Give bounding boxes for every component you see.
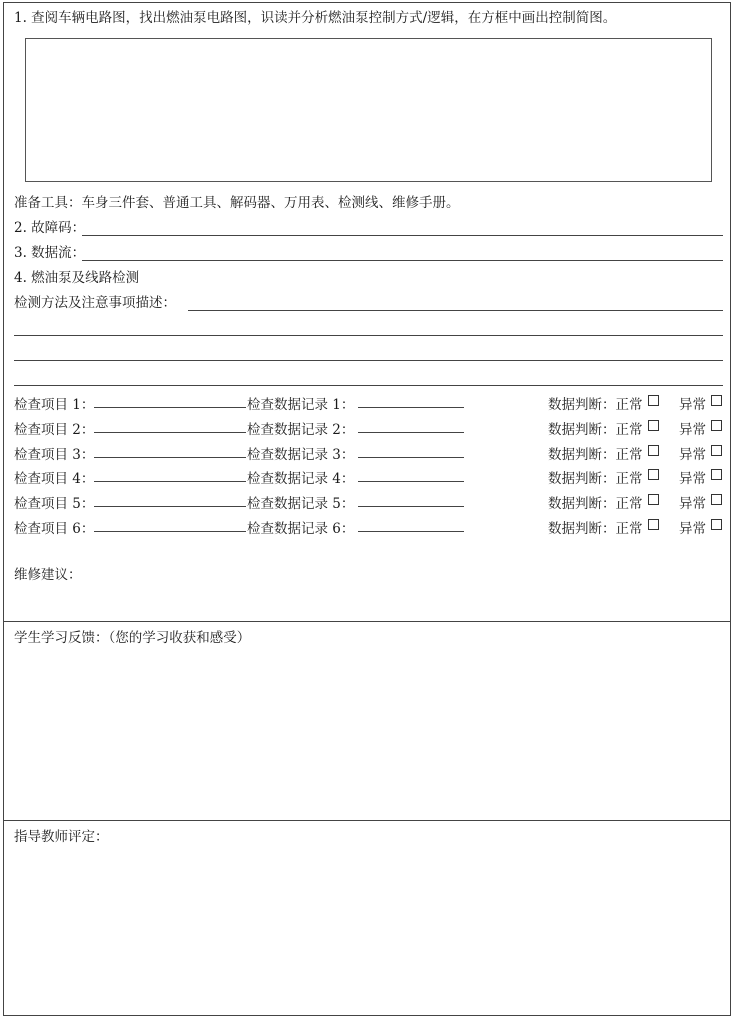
normal-checkbox[interactable] [648, 519, 659, 530]
check-item-blank[interactable] [94, 407, 246, 408]
tools-text: 准备工具：车身三件套、普通工具、解码器、万用表、检测线、维修手册。 [14, 195, 460, 211]
check-row [14, 393, 724, 411]
record-blank[interactable] [358, 531, 464, 532]
abnormal-label: 异常 [679, 447, 706, 463]
fault-code-label: 2. 故障码： [14, 220, 86, 236]
check-item-blank[interactable] [94, 457, 246, 458]
normal-checkbox[interactable] [648, 395, 659, 406]
check-row [14, 418, 724, 436]
feedback-divider [3, 621, 731, 622]
judge-label: 数据判断：正常 [548, 397, 643, 413]
check-row [14, 443, 724, 461]
check-item-blank[interactable] [94, 506, 246, 507]
judge-label: 数据判断：正常 [548, 447, 643, 463]
check-row [14, 467, 724, 485]
record-label: 检查数据记录 5： [247, 496, 355, 512]
record-blank[interactable] [358, 481, 464, 482]
drawing-box[interactable] [25, 38, 712, 182]
feedback-label: 学生学习反馈：（您的学习收获和感受） [14, 630, 251, 646]
fault-code-line[interactable] [82, 235, 723, 236]
record-blank[interactable] [358, 457, 464, 458]
check-item-label: 检查项目 3： [14, 447, 95, 463]
check-item-label: 检查项目 4： [14, 471, 95, 487]
method-line-2[interactable] [14, 335, 723, 336]
abnormal-label: 异常 [679, 521, 706, 537]
section4-title: 4. 燃油泵及线路检测 [14, 270, 140, 286]
check-row [14, 517, 724, 535]
abnormal-checkbox[interactable] [711, 469, 722, 480]
data-stream-line[interactable] [82, 260, 723, 261]
record-blank[interactable] [358, 407, 464, 408]
method-line-1[interactable] [188, 310, 723, 311]
method-label: 检测方法及注意事项描述： [14, 295, 176, 311]
abnormal-checkbox[interactable] [711, 395, 722, 406]
normal-checkbox[interactable] [648, 469, 659, 480]
abnormal-checkbox[interactable] [711, 420, 722, 431]
abnormal-checkbox[interactable] [711, 494, 722, 505]
check-item-blank[interactable] [94, 531, 246, 532]
judge-label: 数据判断：正常 [548, 521, 643, 537]
normal-checkbox[interactable] [648, 420, 659, 431]
normal-checkbox[interactable] [648, 445, 659, 456]
check-item-blank[interactable] [94, 432, 246, 433]
judge-label: 数据判断：正常 [548, 471, 643, 487]
check-item-label: 检查项目 2： [14, 422, 95, 438]
judge-label: 数据判断：正常 [548, 496, 643, 512]
check-item-label: 检查项目 5： [14, 496, 95, 512]
abnormal-label: 异常 [679, 496, 706, 512]
abnormal-checkbox[interactable] [711, 445, 722, 456]
record-label: 检查数据记录 2： [247, 422, 355, 438]
teacher-divider [3, 820, 731, 821]
record-label: 检查数据记录 6： [247, 521, 355, 537]
check-item-label: 检查项目 1： [14, 397, 95, 413]
check-item-blank[interactable] [94, 481, 246, 482]
record-label: 检查数据记录 3： [247, 447, 355, 463]
abnormal-label: 异常 [679, 397, 706, 413]
check-item-label: 检查项目 6： [14, 521, 95, 537]
method-line-4[interactable] [14, 385, 723, 386]
data-stream-label: 3. 数据流： [14, 245, 86, 261]
check-row [14, 492, 724, 510]
record-label: 检查数据记录 4： [247, 471, 355, 487]
normal-checkbox[interactable] [648, 494, 659, 505]
record-blank[interactable] [358, 432, 464, 433]
section1-instruction: 1. 查阅车辆电路图，找出燃油泵电路图，识读并分析燃油泵控制方式/逻辑，在方框中画出控制简图。 [14, 10, 617, 26]
judge-label: 数据判断：正常 [548, 422, 643, 438]
abnormal-label: 异常 [679, 422, 706, 438]
record-label: 检查数据记录 1： [247, 397, 355, 413]
repair-advice-label: 维修建议： [14, 567, 82, 583]
teacher-label: 指导教师评定： [14, 829, 109, 845]
method-line-3[interactable] [14, 360, 723, 361]
abnormal-checkbox[interactable] [711, 519, 722, 530]
record-blank[interactable] [358, 506, 464, 507]
abnormal-label: 异常 [679, 471, 706, 487]
